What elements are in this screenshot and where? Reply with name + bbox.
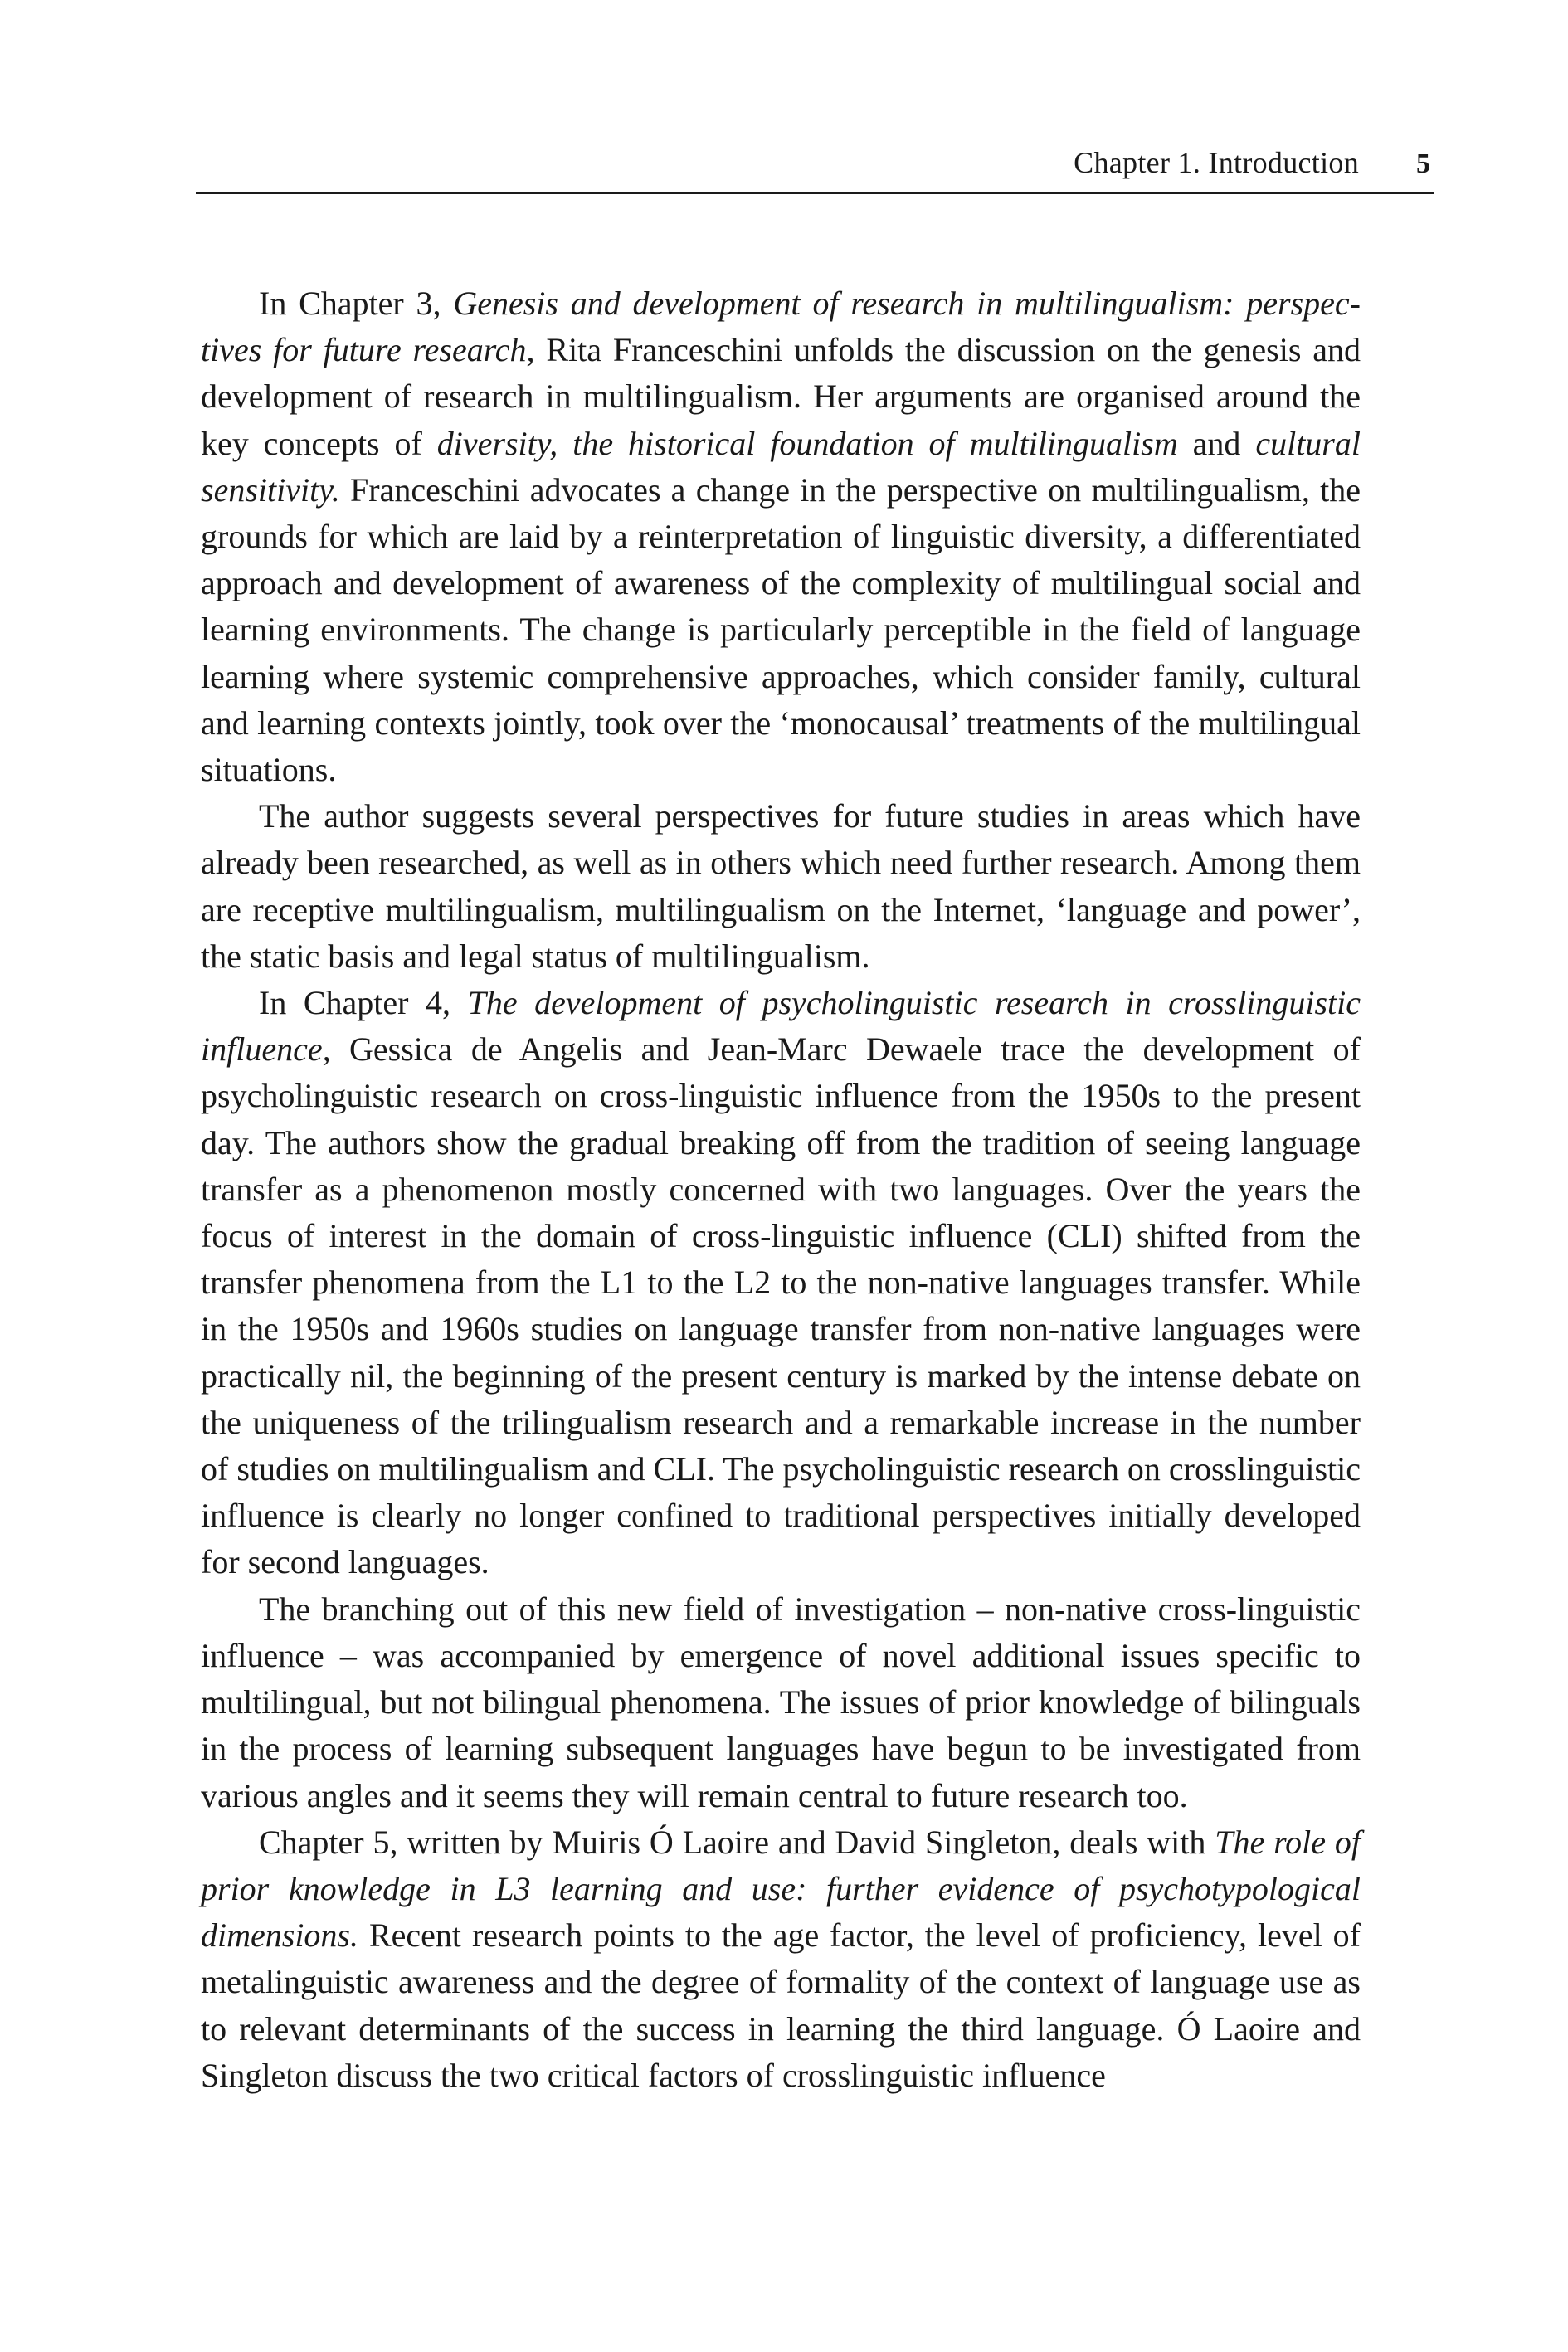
paragraph-chapter-4: [201, 980, 1361, 1586]
key-concept-italic: cultural sensitivity.: [201, 424, 1361, 509]
text-segment: Recent research points to the age factor, the level of proficiency, level of metalinguistic awareness and the degree of formality of the context of language use as to relevant determinants of the success in learning the third language. Ó Laoire and Singleton discuss the two critical factors of crosslinguistic influence: [201, 1916, 1361, 2094]
chapter-3-title: Genesis and development of research in multilingualism: perspectives for future research,: [201, 285, 1361, 369]
text-segment: In Chapter 3,: [259, 285, 454, 322]
chapter-5-title: The role of prior knowledge in L3 learning and use: further evidence of psychotypological dimensions.: [201, 1823, 1361, 1955]
body-text: [201, 280, 1361, 2099]
key-concepts-italic: diversity, the historical foundation of multilingualism: [436, 424, 1178, 462]
text-segment: Franceschini advocates a change in the perspective on multilingualism, the grounds for which are laid by a reinterpretation of linguistic diversity, a differentiated approach and development of awareness of the complexity of multilingual social and learning environments. The change is particularly perceptible in the field of language learning where systemic comprehensive approaches, which consider family, cultural and learning contexts jointly, took over the ‘monocausal’ treatments of the multilingual situations.: [201, 470, 1361, 789]
text-segment: The author suggests several perspectives for future studies in areas which have already been researched, as well as in others which need further research. Among them are receptive multilingualism, multilingualism on the Internet, ‘language and power’, the static basis and legal status of multilingualism.: [201, 797, 1361, 975]
text-segment: Rita Franceschini unfolds the discussion on the genesis and development of research in multilingualism. Her arguments are organised around the key concepts of: [201, 331, 1361, 462]
chapter-4-title: The development of psycholinguistic research in crosslinguistic influence,: [201, 984, 1361, 1069]
paragraph-chapter-3: [201, 280, 1361, 793]
text-segment: Chapter 5, written by Muiris Ó Laoire and David Singleton, deals with: [259, 1823, 1215, 1861]
paragraph-chapter-5: [201, 1819, 1361, 2099]
text-segment: In Chapter 4,: [259, 984, 468, 1022]
paragraph-future-studies: [201, 793, 1361, 980]
running-title: Chapter 1. Introduction: [1074, 146, 1359, 179]
text-segment: The branching out of this new field of investigation – non-native cross-linguistic influence – was accompanied by emergence of novel additional issues specific to multilingual, but not bilingual phenomena. The issues of prior knowledge of bilinguals in the process of learning subsequent languages have begun to be investigated from various angles and it seems they will remain central to future research too.: [201, 1590, 1361, 1814]
text-segment: and: [1177, 424, 1256, 462]
text-segment: Gessica de Angelis and Jean-Marc Dewaele trace the development of psycholinguistic research on cross-linguistic influence from the 1950s to the present day. The authors show the gradual breaking off from the tradition of seeing language transfer as a phenomenon mostly concerned with two languages. Over the years the focus of interest in the domain of cross-linguistic influence (CLI) shifted from the transfer phenomena from the L1 to the L2 to the non-native languages transfer. While in the 1950s and 1960s studies on language transfer from non-native languages were practically nil, the beginning of the present century is marked by the intense debate on the uniqueness of the trilingualism research and a remarkable increase in the number of studies on multilingualism and CLI. The psycholinguistic research on crosslinguistic influence is clearly no longer confined to traditional perspectives initially developed for second languages.: [201, 1030, 1361, 1581]
running-header: [196, 143, 1434, 194]
paragraph-branching: [201, 1586, 1361, 1819]
page-number: 5: [1416, 149, 1430, 179]
